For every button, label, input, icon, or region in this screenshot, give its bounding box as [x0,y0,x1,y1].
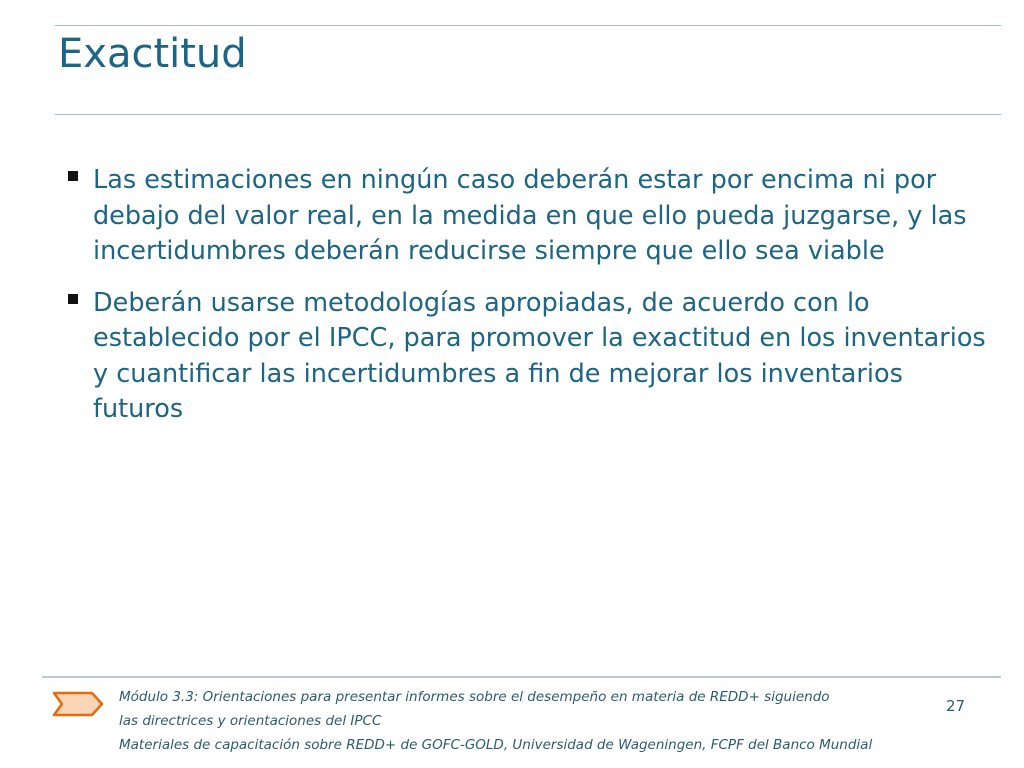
square-bullet-icon [68,294,78,304]
footer-line: las directrices y orientaciones del IPCC [119,713,382,729]
footer-citation [119,685,959,757]
footer-line: Módulo 3.3: Orientaciones para presentar informes sobre el desempeño en materia de REDD+ siguiendo [119,689,830,705]
bullet-list [64,163,994,444]
bullet-item [64,163,994,270]
chevron-arrow-icon [52,690,104,718]
slide-title: Exactitud [58,31,247,77]
bullet-text: Deberán usarse metodologías apropiadas, de acuerdo con lo establecido por el IPCC, para promover la exactitud en los inventarios y cuantificar las incertidumbres a fin de mejorar los inventarios futuros [93,287,986,424]
bullet-text: Las estimaciones en ningún caso deberán estar por encima ni por debajo del valor real, en la medida en que ello pueda juzgarse, y las incertidumbres deberán reducirse siempre que ello sea viable [93,165,967,266]
footer-line: Materiales de capacitación sobre REDD+ de GOFC-GOLD, Universidad de Wageningen, FCPF del Banco Mundial [119,737,873,753]
title-bottom-divider [55,114,1001,115]
title-top-divider [55,25,1001,26]
footer-divider [42,676,1001,678]
bullet-item [64,286,994,428]
square-bullet-icon [68,171,78,181]
page-number: 27 [946,697,966,715]
